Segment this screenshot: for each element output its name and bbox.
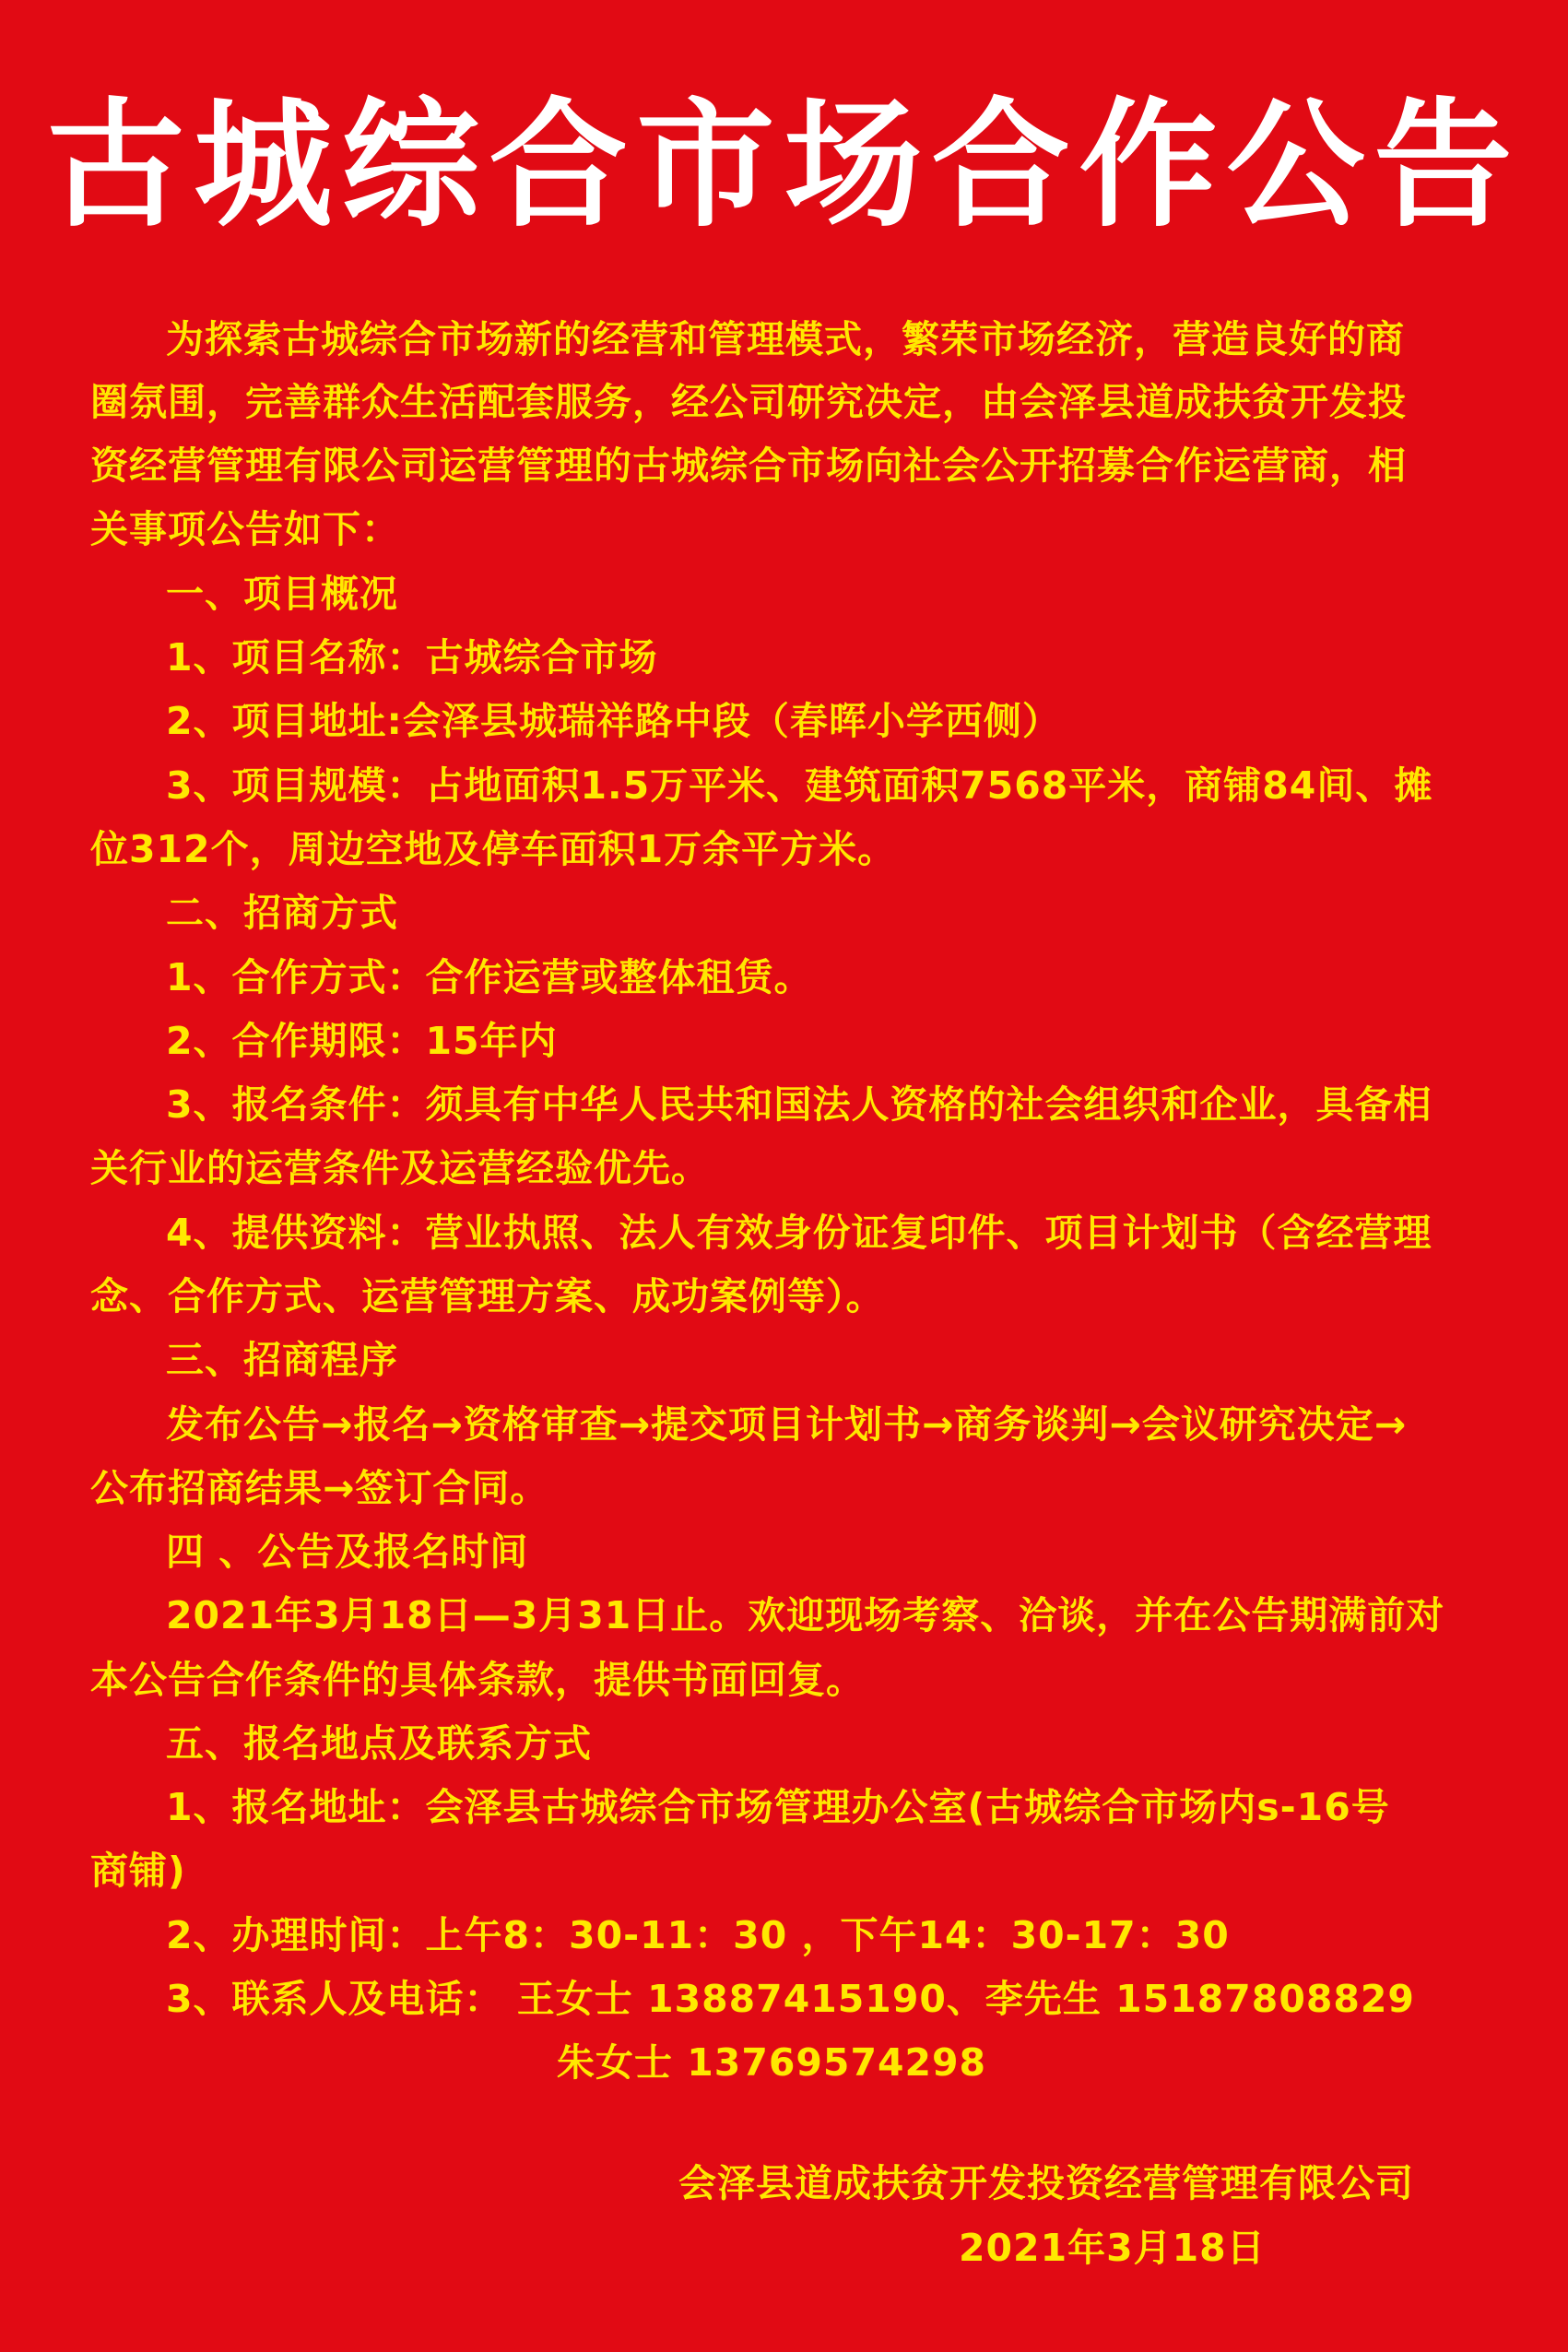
period-line-2: 本公告合作条件的具体条款，提供书面回复。 [90, 1658, 865, 1702]
contacts-line-2: 朱女士 13769574298 [557, 2040, 987, 2085]
requirements-line-1: 3、报名条件：须具有中华人民共和国法人资格的社会组织和企业，具备相 [166, 1082, 1432, 1127]
intro-line-2: 圈氛围，完善群众生活配套服务，经公司研究决定，由会泽县道成扶贫开发投 [90, 380, 1407, 424]
office-hours: 2、办理时间：上午8：30-11：30 ，下午14：30-17：30 [166, 1913, 1230, 1957]
section-heading-1: 一、项目概况 [166, 572, 398, 616]
materials-line-1: 4、提供资料：营业执照、法人有效身份证复印件、项目计划书（含经营理 [166, 1211, 1432, 1255]
intro-line-3: 资经营管理有限公司运营管理的古城综合市场向社会公开招募合作运营商，相 [90, 443, 1407, 488]
project-scale-line-1: 3、项目规模：占地面积1.5万平米、建筑面积7568平米，商铺84间、摊 [166, 763, 1433, 808]
section-heading-2: 二、招商方式 [166, 891, 398, 935]
period-line-1: 2021年3月18日—3月31日止。欢迎现场考察、洽谈，并在公告期满前对 [166, 1593, 1445, 1637]
section-heading-5: 五、报名地点及联系方式 [166, 1721, 592, 1766]
project-name: 1、项目名称：古城综合市场 [166, 635, 658, 680]
requirements-line-2: 关行业的运营条件及运营经验优先。 [90, 1146, 710, 1190]
procedure-line-2: 公布招商结果→签订合同。 [90, 1466, 549, 1510]
section-heading-3: 三、招商程序 [166, 1338, 398, 1382]
notice-title: 古城综合市场合作公告 [46, 86, 1522, 246]
materials-line-2: 念、合作方式、运营管理方案、成功案例等）。 [90, 1274, 885, 1318]
contacts-line-1: 3、联系人及电话： 王女士 13887415190、李先生 15187808829 [166, 1977, 1415, 2021]
issue-date: 2021年3月18日 [959, 2226, 1266, 2270]
cooperation-mode: 1、合作方式：合作运营或整体租赁。 [166, 955, 813, 999]
registration-address-line-2: 商铺) [90, 1849, 186, 1893]
project-address: 2、项目地址:会泽县城瑞祥路中段（春晖小学西侧） [166, 699, 1061, 743]
procedure-line-1: 发布公告→报名→资格审查→提交项目计划书→商务谈判→会议研究决定→ [166, 1402, 1408, 1447]
intro-line-4: 关事项公告如下： [90, 507, 400, 551]
project-scale-line-2: 位312个，周边空地及停车面积1万余平方米。 [90, 827, 897, 871]
cooperation-term: 2、合作期限：15年内 [166, 1019, 558, 1063]
intro-line-1: 为探索古城综合市场新的经营和管理模式，繁荣市场经济，营造良好的商 [166, 317, 1405, 361]
issuer-name: 会泽县道成扶贫开发投资经营管理有限公司 [678, 2161, 1414, 2205]
section-heading-4: 四 、公告及报名时间 [166, 1530, 529, 1574]
registration-address-line-1: 1、报名地址：会泽县古城综合市场管理办公室(古城综合市场内s-16号 [166, 1785, 1390, 1829]
